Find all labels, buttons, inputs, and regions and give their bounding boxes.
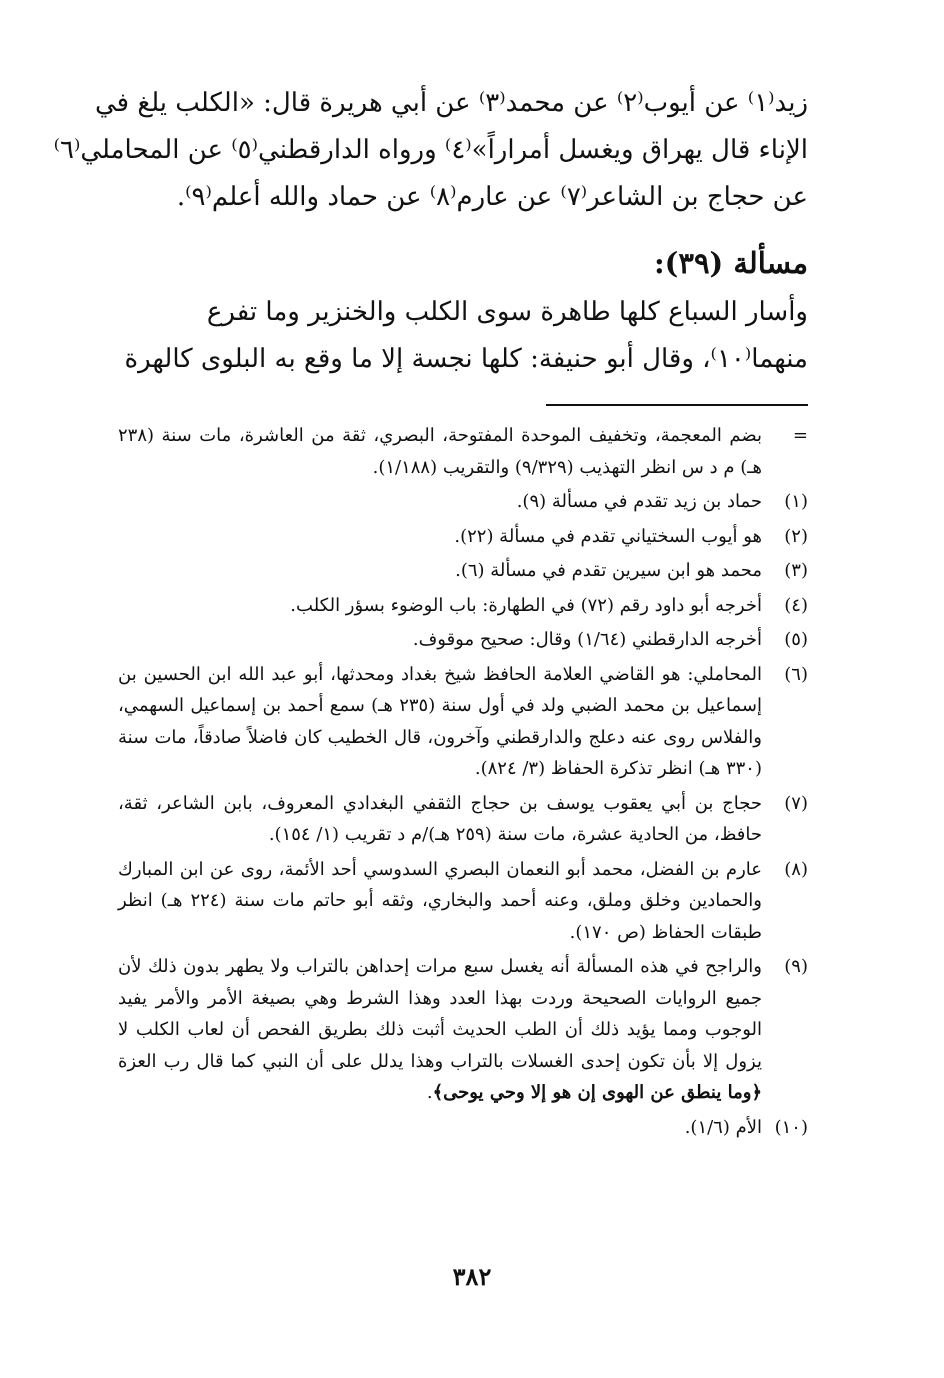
main-text-2 xyxy=(118,289,808,383)
main-line-3: عن حجاج بن الشاعر⁽٧⁾ عن عارم⁽٨⁾ عن حماد والله أعلم⁽٩⁾. xyxy=(176,182,808,212)
footnote-9 xyxy=(118,951,808,1109)
footnote-text: حماد بن زيد تقدم في مسألة (٩). xyxy=(516,491,762,512)
footnote-4 xyxy=(118,590,808,622)
footnote-text: الأم (١/٦). xyxy=(684,1116,762,1138)
footnote-continued xyxy=(118,420,808,483)
footnote-number: (٣) xyxy=(784,560,808,581)
footnote-number: (٥) xyxy=(784,629,808,650)
footnote-2 xyxy=(118,521,808,553)
footnote-text: بضم المعجمة، وتخفيف الموحدة المفتوحة، البصري، ثقة من العاشرة، مات سنة (٢٣٨ هـ) م د س انظر التهذيب (٩/٣٢٩) والتقريب (١/١٨٨). xyxy=(118,425,762,478)
footnote-10 xyxy=(118,1112,808,1144)
footnote-body: والراجح في هذه المسألة أنه يغسل سبع مرات إحداهن بالتراب ولا يطهر بدون ذلك لأن جميع الروايات الصحيحة وردت بهذا العدد وهذا الشرط وهي بصيغة الأمر والأمر يفيد الوجوب ومما يؤيد ذلك أن الطب الحديث أثبت ذلك بطريق الفحص أن لعاب الكلب لا يزول إلا بأن تكون إحدى الغسلات بالتراب وهذا يدلل على أن النبي كما قال رب العزة xyxy=(118,956,762,1072)
footnote-text xyxy=(118,951,762,1109)
footnote-5 xyxy=(118,624,808,656)
page-number: ٣٨٢ xyxy=(452,1262,492,1291)
quran-quote: ﴿وما ينطق عن الهوى إن هو إلا وحي يوحى﴾ xyxy=(432,1082,762,1103)
footnote-number: (١٠) xyxy=(774,1116,808,1138)
footnote-number: (٢) xyxy=(784,525,808,547)
footnote-number: (٩) xyxy=(784,956,808,977)
footnote-tail: . xyxy=(426,1082,433,1103)
footnote-number: (٨) xyxy=(784,858,808,880)
section-heading: مسألة (٣٩): xyxy=(653,246,808,280)
footnote-text: عارم بن الفضل، محمد أبو النعمان البصري السدوسي أحد الأئمة، روى عن ابن المبارك والحمادين وخلق وملق، وعنه أحمد والبخاري، وثقه أبو حاتم مات سنة (٢٢٤ هـ) انظر طبقات الحفاظ (ص ١٧٠). xyxy=(118,858,762,943)
footnotes xyxy=(118,420,808,1146)
footnote-8 xyxy=(118,854,808,949)
footnote-number: (٤) xyxy=(784,594,808,616)
footnote-number: (٦) xyxy=(784,663,808,685)
footnote-text: أخرجه الدارقطني (١/٦٤) وقال: صحيح موقوف. xyxy=(412,629,762,650)
footnote-7 xyxy=(118,788,808,851)
footnote-marker: = xyxy=(792,425,808,446)
footnote-3 xyxy=(118,555,808,587)
main-text xyxy=(53,80,808,221)
main-line-2: الإناء قال يهراق ويغسل أمراراً»⁽٤⁾ ورواه الدارقطني⁽٥⁾ عن المحاملي⁽٦⁾ xyxy=(53,135,808,165)
footnote-text: هو أيوب السختياني تقدم في مسألة (٢٢). xyxy=(454,525,762,547)
footnote-1 xyxy=(118,486,808,518)
footnote-number: (٧) xyxy=(784,792,808,814)
footnote-text: المحاملي: هو القاضي العلامة الحافظ شيخ بغداد ومحدثها، أبو عبد الله ابن الحسين بن إسماعيل بن محمد الضبي ولد في أول سنة (٢٣٥ هـ) سمع أحمد بن إسماعيل السهمي، والفلاس روى عنه دعلج والدارقطني وآخرون، قال الخطيب كان فاضلاً صادقاً، مات سنة (٣٣٠ هـ) انظر تذكرة الحفاظ (٣/ ٨٢٤). xyxy=(118,663,762,779)
main-line-4: وأسار السباع كلها طاهرة سوى الكلب والخنزير وما تفرع xyxy=(206,297,808,327)
footnote-text: أخرجه أبو داود رقم (٧٢) في الطهارة: باب الوضوء بسؤر الكلب. xyxy=(290,594,762,616)
footnote-divider xyxy=(546,404,808,406)
footnote-text: محمد هو ابن سيرين تقدم في مسألة (٦). xyxy=(455,560,762,581)
footnote-6 xyxy=(118,659,808,785)
main-line-5: منهما⁽١٠⁾، وقال أبو حنيفة: كلها نجسة إلا ما وقع به البلوى كالهرة xyxy=(124,344,808,374)
footnote-number: (١) xyxy=(784,491,808,512)
main-line-1: زيد⁽١⁾ عن أيوب⁽٢⁾ عن محمد⁽٣⁾ عن أبي هريرة قال: «الكلب يلغ في xyxy=(95,88,808,118)
footnote-text: حجاج بن أبي يعقوب يوسف بن حجاج الثقفي البغدادي المعروف، بابن الشاعر، ثقة، حافظ، من الحادية عشرة، مات سنة (٢٥٩ هـ)/م د تقريب (١/ ١٥٤). xyxy=(118,792,762,845)
